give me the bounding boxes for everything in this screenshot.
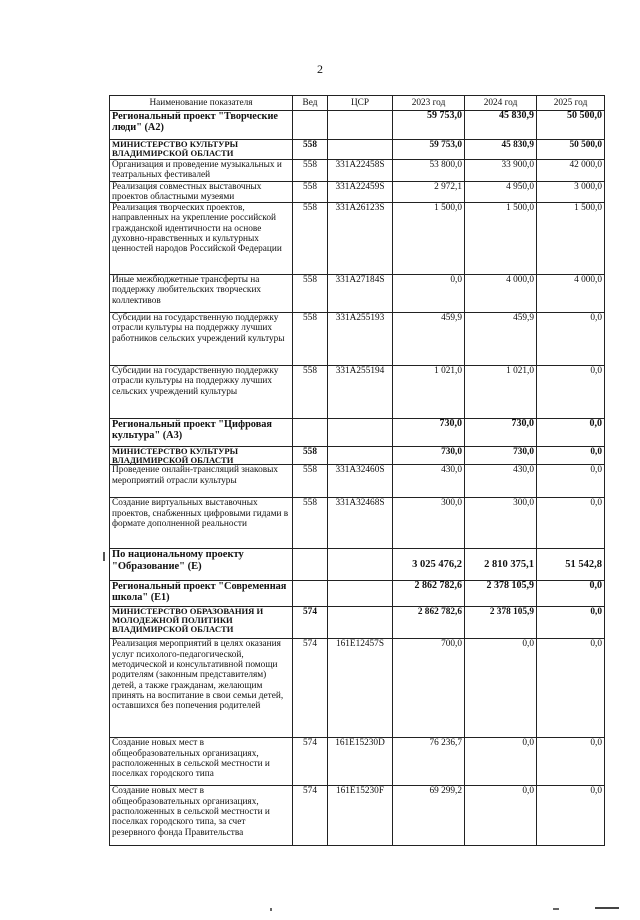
cell-csr: 161Е12457S [328,639,393,738]
cell-2025: 1 500,0 [537,203,605,275]
cell-2023: 0,0 [393,275,465,313]
cell-2023: 69 299,2 [393,786,465,846]
cell-2023: 730,0 [393,447,465,465]
cell-csr: 331А22458S [328,160,393,182]
cell-2025: 0,0 [537,313,605,366]
cell-2025: 0,0 [537,607,605,639]
table-row [110,140,605,160]
cell-ved: 558 [293,140,328,160]
cell-2024: 430,0 [465,465,537,498]
cell-2025: 0,0 [537,581,605,607]
cell-2024: 1 500,0 [465,203,537,275]
cell-2023: 700,0 [393,639,465,738]
cell-name: Создание новых мест в общеобразовательных организациях, расположенных в сельской местности и поселках городского типа, за счет резервного фонда Правительства [110,786,293,846]
cell-csr: 331А255194 [328,366,393,419]
cell-2024: 730,0 [465,419,537,447]
table-header-row [110,96,605,111]
cell-2024: 4 000,0 [465,275,537,313]
header-name: Наименование показателя [110,96,293,111]
cell-2025: 0,0 [537,447,605,465]
table-row [110,366,605,419]
cell-name: МИНИСТЕРСТВО КУЛЬТУРЫ ВЛАДИМИРСКОЙ ОБЛАСТИ [110,140,293,160]
cell-name: МИНИСТЕРСТВО ОБРАЗОВАНИЯ И МОЛОДЕЖНОЙ ПОЛИТИКИ ВЛАДИМИРСКОЙ ОБЛАСТИ [110,607,293,639]
cell-csr [328,140,393,160]
page-number: 2 [317,62,323,76]
table-row [110,181,605,203]
cell-2024: 459,9 [465,313,537,366]
cell-csr [328,581,393,607]
header-ved: Вед [293,96,328,111]
cell-2023: 59 753,0 [393,111,465,140]
cell-2024: 33 900,0 [465,160,537,182]
table-row [110,607,605,639]
cell-2024: 0,0 [465,786,537,846]
cell-2024: 45 830,9 [465,140,537,160]
cell-name: По национальному проекту "Образование" (Е) [110,549,293,581]
budget-table [109,95,605,846]
cell-2023: 76 236,7 [393,738,465,786]
cell-2025: 0,0 [537,786,605,846]
cell-name: Реализация творческих проектов, направленных на укрепление российской гражданской идентичности на основе духовно-нравственных и культурных ценностей народов Российской Федерации [110,203,293,275]
cell-ved [293,111,328,140]
cell-csr [328,549,393,581]
cell-csr: 331А32460S [328,465,393,498]
cell-2024: 0,0 [465,639,537,738]
cell-csr: 331А27184S [328,275,393,313]
cell-ved [293,581,328,607]
cell-2023: 2 862 782,6 [393,607,465,639]
cell-ved: 574 [293,607,328,639]
scan-speck [103,552,105,561]
table-row [110,738,605,786]
cell-ved: 558 [293,447,328,465]
cell-csr [328,111,393,140]
cell-ved [293,419,328,447]
table-row [110,581,605,607]
cell-ved: 574 [293,786,328,846]
cell-2024: 0,0 [465,738,537,786]
scan-speck [270,908,272,911]
table-row [110,203,605,275]
cell-name: Создание виртуальных выставочных проектов, снабженных цифровыми гидами в формате дополненной реальности [110,498,293,549]
cell-2025: 0,0 [537,738,605,786]
cell-2023: 1 021,0 [393,366,465,419]
cell-2024: 1 021,0 [465,366,537,419]
cell-2023: 3 025 476,2 [393,549,465,581]
table-row [110,275,605,313]
table-row [110,498,605,549]
cell-csr: 331А22459S [328,181,393,203]
cell-2023: 430,0 [393,465,465,498]
cell-2023: 459,9 [393,313,465,366]
table-row [110,160,605,182]
cell-csr [328,607,393,639]
cell-name: Проведение онлайн-трансляций знаковых мероприятий отрасли культуры [110,465,293,498]
cell-2025: 42 000,0 [537,160,605,182]
header-2023: 2023 год [393,96,465,111]
cell-2025: 0,0 [537,639,605,738]
cell-csr [328,447,393,465]
cell-name: Создание новых мест в общеобразовательных организациях, расположенных в сельской местности и поселках городского типа [110,738,293,786]
cell-ved: 558 [293,275,328,313]
cell-2023: 2 972,1 [393,181,465,203]
cell-ved: 558 [293,181,328,203]
cell-2024: 2 378 105,9 [465,581,537,607]
header-csr: ЦСР [328,96,393,111]
cell-name: Региональный проект "Цифровая культура" (А3) [110,419,293,447]
cell-2023: 53 800,0 [393,160,465,182]
cell-ved: 558 [293,203,328,275]
cell-2024: 730,0 [465,447,537,465]
table-row [110,419,605,447]
cell-2025: 3 000,0 [537,181,605,203]
scan-speck [595,907,619,909]
table-row [110,111,605,140]
cell-2025: 0,0 [537,465,605,498]
cell-ved: 574 [293,738,328,786]
cell-2025: 0,0 [537,366,605,419]
cell-name: МИНИСТЕРСТВО КУЛЬТУРЫ ВЛАДИМИРСКОЙ ОБЛАСТИ [110,447,293,465]
cell-ved: 558 [293,465,328,498]
cell-name: Региональный проект "Современная школа" (Е1) [110,581,293,607]
scan-speck [553,908,559,910]
cell-csr: 331А32468S [328,498,393,549]
cell-2025: 4 000,0 [537,275,605,313]
cell-2025: 50 500,0 [537,111,605,140]
table-row [110,786,605,846]
cell-2023: 2 862 782,6 [393,581,465,607]
cell-2025: 0,0 [537,498,605,549]
table-row [110,639,605,738]
table-row [110,549,605,581]
cell-ved: 558 [293,498,328,549]
table-row [110,447,605,465]
cell-ved: 558 [293,313,328,366]
cell-2025: 0,0 [537,419,605,447]
cell-name: Организация и проведение музыкальных и театральных фестивалей [110,160,293,182]
cell-ved: 574 [293,639,328,738]
cell-ved: 558 [293,160,328,182]
cell-csr: 331А255193 [328,313,393,366]
cell-2023: 300,0 [393,498,465,549]
cell-2025: 50 500,0 [537,140,605,160]
cell-name: Иные межбюджетные трансферты на поддержку любительских творческих коллективов [110,275,293,313]
cell-2024: 45 830,9 [465,111,537,140]
cell-ved: 558 [293,366,328,419]
cell-csr: 331А26123S [328,203,393,275]
cell-csr [328,419,393,447]
header-2024: 2024 год [465,96,537,111]
cell-name: Реализация мероприятий в целях оказания услуг психолого-педагогической, методической и консультативной помощи родителям (законным представителям) детей, а также гражданам, желающим принять на воспитание в свои семьи детей, оставшихся без попечения родителей [110,639,293,738]
cell-2024: 2 378 105,9 [465,607,537,639]
cell-ved [293,549,328,581]
cell-csr: 161Е15230D [328,738,393,786]
cell-name: Региональный проект "Творческие люди" (А2) [110,111,293,140]
cell-2023: 1 500,0 [393,203,465,275]
cell-2024: 300,0 [465,498,537,549]
table-row [110,465,605,498]
header-2025: 2025 год [537,96,605,111]
cell-name: Субсидии на государственную поддержку отрасли культуры на поддержку лучших сельских учреждений культуры [110,366,293,419]
cell-2023: 730,0 [393,419,465,447]
cell-name: Субсидии на государственную поддержку отрасли культуры на поддержку лучших работников сельских учреждений культуры [110,313,293,366]
cell-name: Реализация совместных выставочных проектов областными музеями [110,181,293,203]
cell-2025: 51 542,8 [537,549,605,581]
table-body [110,111,605,846]
cell-2024: 2 810 375,1 [465,549,537,581]
cell-2024: 4 950,0 [465,181,537,203]
table-row [110,313,605,366]
cell-csr: 161Е15230F [328,786,393,846]
cell-2023: 59 753,0 [393,140,465,160]
